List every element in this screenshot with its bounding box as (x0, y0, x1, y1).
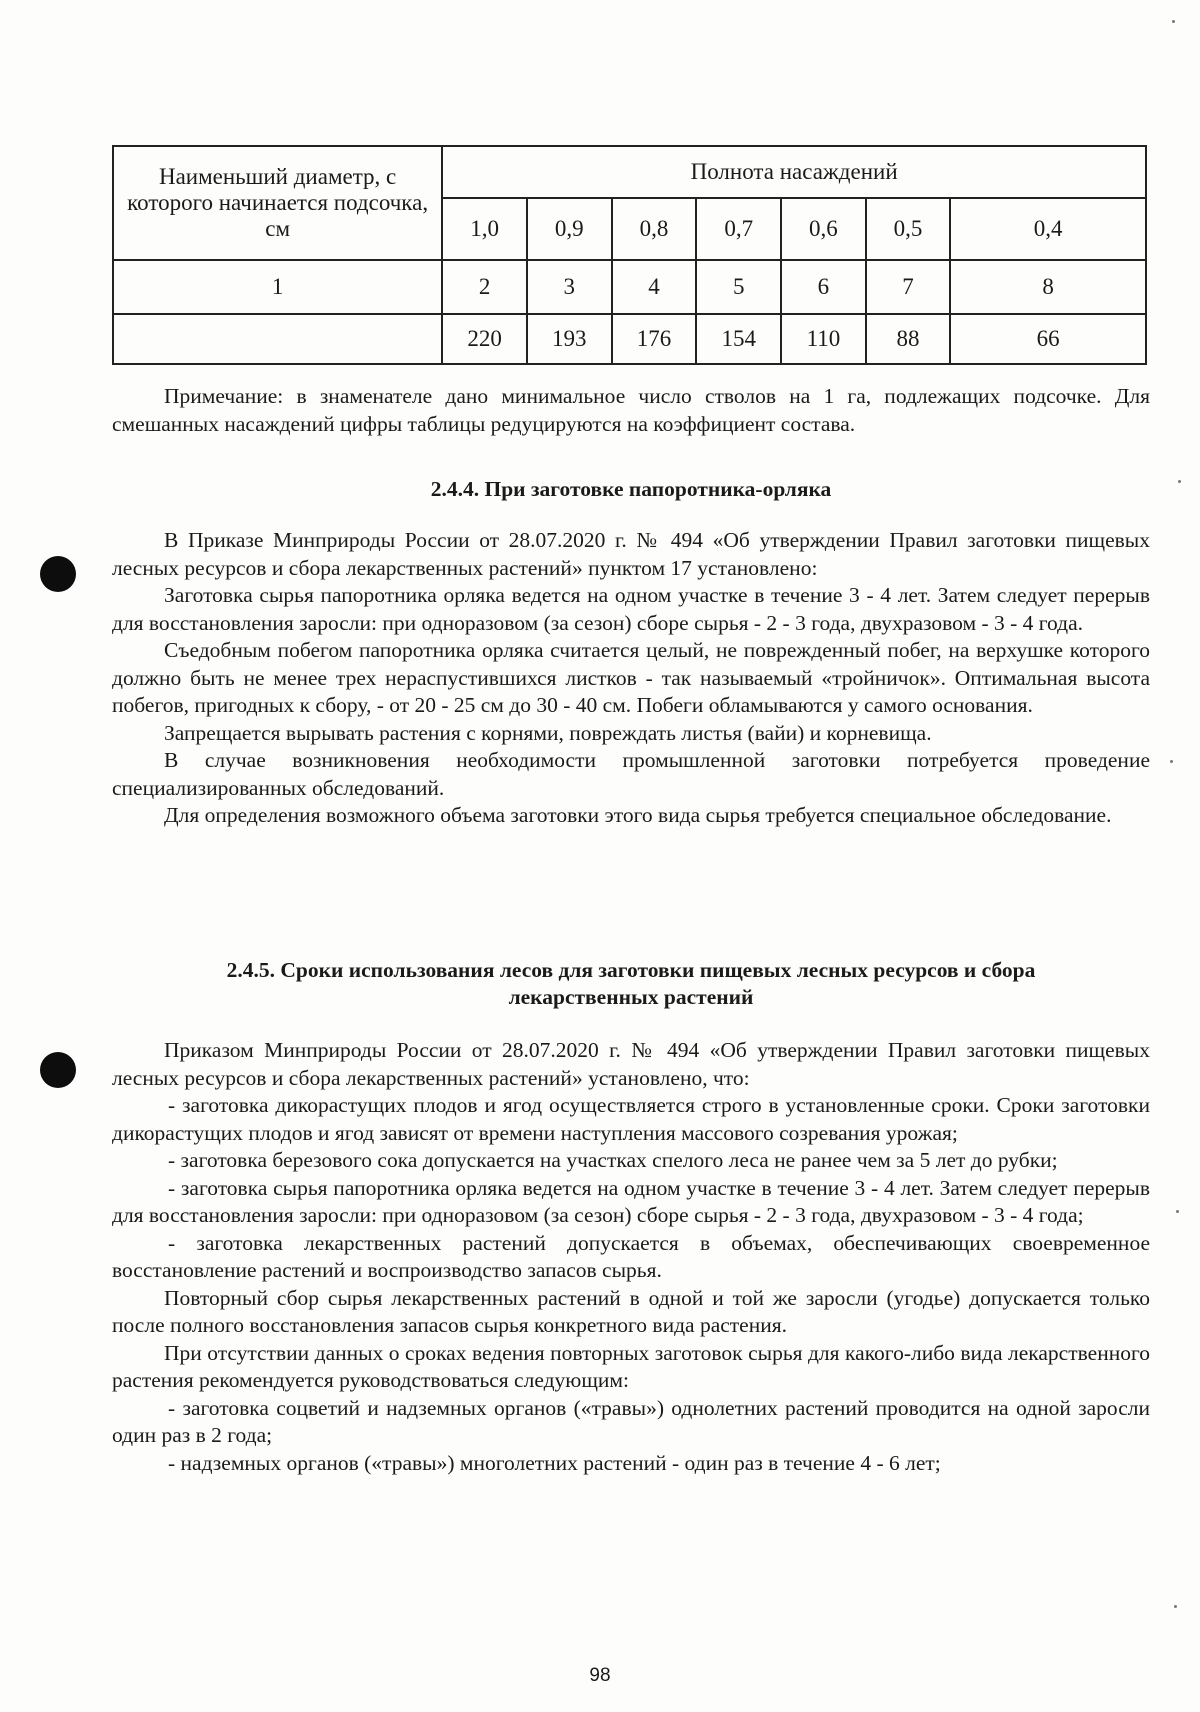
table-note (112, 383, 1150, 438)
fullness-cell: 0,7 (696, 198, 781, 260)
section-title-2-4-4: 2.4.4. При заготовке папоротника-орляка (430, 477, 832, 501)
paragraph: В Приказе Минприроды России от 28.07.2020 г. № 494 «Об утверждении Правил заготовки пищевых лесных ресурсов и сбора лекарственных растений» пунктом 17 установлено: (112, 528, 1150, 580)
fullness-cell: 0,8 (612, 198, 697, 260)
scan-speck (1170, 760, 1173, 763)
fullness-cell: 1,0 (442, 198, 527, 260)
value-cell: 154 (696, 314, 781, 364)
fullness-cell: 0,6 (781, 198, 866, 260)
col-number-cell: 2 (442, 260, 527, 314)
paragraph: Съедобным побегом папоротника орляка считается целый, не поврежденный побег, на верхушке которого должно быть не менее трех нераспустившихся листков - так называемый «тройничок». Оптимальная высота побегов, пригодных к сбору, - от 20 - 25 см до 30 - 40 см. Побеги обламываются у самого основания. (112, 638, 1150, 717)
fullness-cell: 0,9 (527, 198, 612, 260)
punch-hole-top (40, 556, 76, 592)
col-number-cell: 7 (866, 260, 951, 314)
list-item: - заготовка березового сока допускается на участках спелого леса не ранее чем за 5 лет до рубки; (168, 1148, 1058, 1172)
stand-density-table (112, 145, 1147, 365)
col-number-cell: 8 (950, 260, 1146, 314)
fullness-cell: 0,4 (950, 198, 1146, 260)
scan-speck (1172, 20, 1175, 23)
section-title-line: лекарственных растений (508, 985, 754, 1009)
note-text: Примечание: в знаменателе дано минимальное число стволов на 1 га, подлежащих подсочке. Для смешанных насаждений цифры таблицы редуцируются на коэффициент состава. (112, 384, 1150, 436)
col-number-cell: 5 (696, 260, 781, 314)
value-cell: 176 (612, 314, 697, 364)
scan-speck (1174, 1605, 1177, 1608)
section-body-2-4-4 (112, 527, 1150, 830)
scan-speck (1178, 480, 1181, 483)
fullness-cell: 0,5 (866, 198, 951, 260)
value-cell: 88 (866, 314, 951, 364)
list-item: - заготовка сырья папоротника орляка ведется на одном участке в течение 3 - 4 лет. Затем следует перерыв для восстановления заросли: при одноразовом (за сезон) сборе сырья - 2 - 3 года, двухразовом - 3 - 4 года; (112, 1175, 1150, 1227)
list-item: - надземных органов («травы») многолетних растений - один раз в течение 4 - 6 лет; (168, 1450, 941, 1475)
paragraph: Приказом Минприроды России от 28.07.2020 г. № 494 «Об утверждении Правил заготовки пищевых лесных ресурсов и сбора лекарственных растений» установлено, что: (112, 1038, 1150, 1090)
section-title-2-4-5 (112, 957, 1150, 1011)
punch-hole-bottom (40, 1052, 76, 1088)
value-cell: 220 (442, 314, 527, 364)
paragraph: Для определения возможного объема заготовки этого вида сырья требуется специальное обследование. (164, 803, 1112, 827)
paragraph: Запрещается вырывать растения с корнями, повреждать листья (вайи) и корневища. (164, 720, 932, 745)
col-number-cell: 4 (612, 260, 697, 314)
paragraph: В случае возникновения необходимости промышленной заготовки потребуется проведение специализированных обследований. (112, 748, 1150, 800)
header-min-diameter: Наименьший диаметр, с которого начинается подсочка, см (113, 146, 442, 260)
scan-speck (1176, 1210, 1179, 1213)
value-cell: 193 (527, 314, 612, 364)
value-cell: 110 (781, 314, 866, 364)
list-item: - заготовка соцветий и надземных органов («травы») однолетних растений проводится на одной заросли один раз в 2 года; (112, 1395, 1150, 1447)
col-number-cell: 3 (527, 260, 612, 314)
page-number: 98 (589, 1665, 611, 1686)
header-stand-density: Полнота насаждений (442, 146, 1146, 198)
col-number-cell: 6 (781, 260, 866, 314)
table-row-numbering (113, 260, 1146, 314)
empty-cell (113, 314, 442, 364)
list-item: - заготовка лекарственных растений допускается в объемах, обеспечивающих своевременное восстановление растений и воспроизводство запасов сырья. (112, 1230, 1150, 1282)
value-cell: 66 (950, 314, 1146, 364)
section-body-2-4-5 (112, 1037, 1150, 1477)
paragraph: Повторный сбор сырья лекарственных растений в одной и той же заросли (угодье) допускается только после полного восстановления запасов сырья конкретного вида растения. (112, 1285, 1150, 1337)
paragraph: При отсутствии данных о сроках ведения повторных заготовок сырья для какого-либо вида лекарственного растения рекомендуется руководствоваться следующим: (112, 1340, 1150, 1392)
table-row-values (113, 314, 1146, 364)
paragraph: Заготовка сырья папоротника орляка ведется на одном участке в течение 3 - 4 лет. Затем следует перерыв для восстановления заросли: при одноразовом (за сезон) сборе сырья - 2 - 3 года, двухразовом - 3 - 4 года. (112, 583, 1150, 635)
list-item: - заготовка дикорастущих плодов и ягод осуществляется строго в установленные сроки. Сроки заготовки дикорастущих плодов и ягод зависят от времени наступления массового созревания урожая; (112, 1093, 1150, 1145)
col-number-cell: 1 (113, 260, 442, 314)
section-title-line: 2.4.5. Сроки использования лесов для заготовки пищевых лесных ресурсов и сбора (226, 958, 1036, 982)
